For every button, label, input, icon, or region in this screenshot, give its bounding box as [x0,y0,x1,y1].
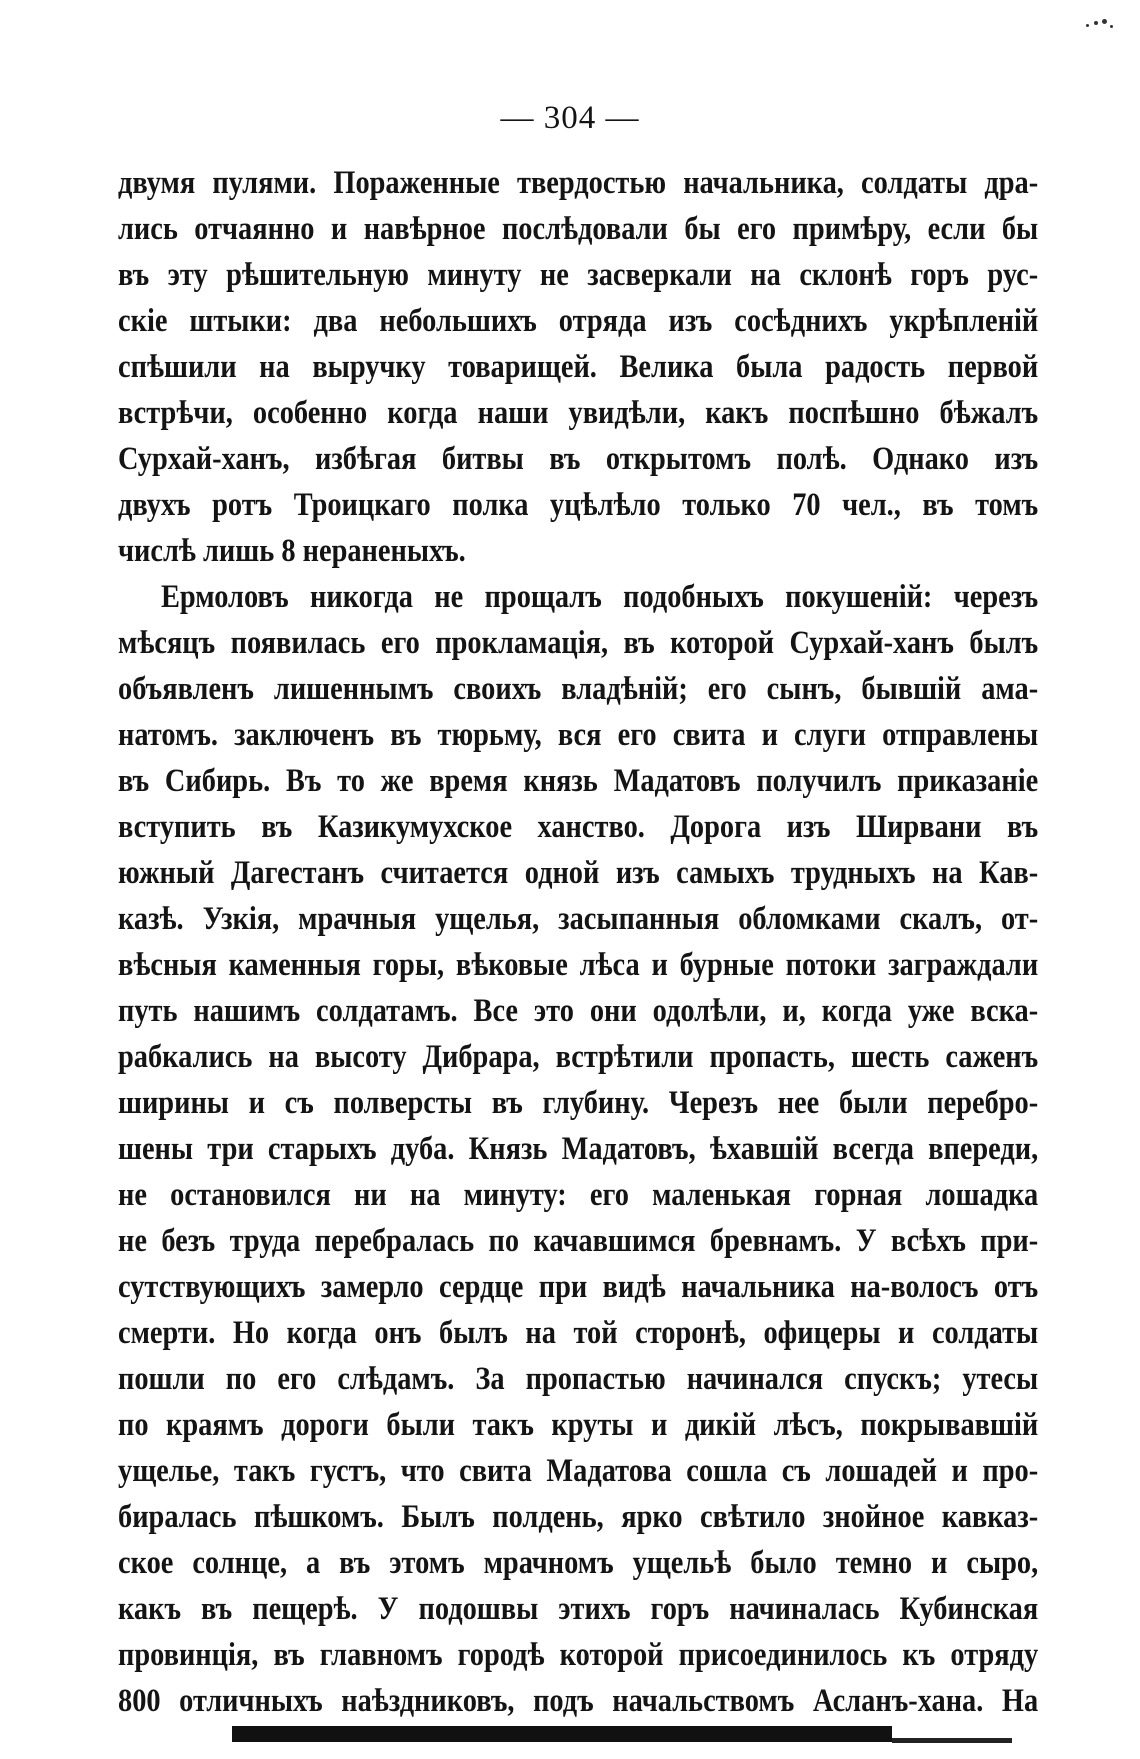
text-line: встрѣчи, особенно когда наши увидѣли, какъ поспѣшно бѣжалъ [118,395,1039,431]
text-line: ущелье, такъ густъ, что свита Мадатова сошла съ лошадей и про- [118,1453,1039,1489]
text-line: рабкались на высоту Дибрара, встрѣтили пропасть, шесть саженъ [118,1039,1039,1075]
text-line: въ эту рѣшительную минуту не засверкали на склонѣ горъ рус- [118,257,1039,293]
paragraph-2 [118,574,1038,1724]
text-line: казѣ. Узкія, мрачныя ущелья, засыпанныя обломками скалъ, от- [118,901,1039,937]
text-line: числѣ лишь 8 нераненыхъ. [118,533,466,569]
text-line: по краямъ дороги были такъ круты и дикій лѣсъ, покрывавшій [118,1407,1039,1443]
text-line: сутствующихъ замерло сердце при видѣ начальника на-волосъ отъ [118,1269,1039,1305]
text-line: скіе штыки: два небольшихъ отряда изъ сосѣднихъ укрѣпленій [118,303,1039,339]
text-line: натомъ. заключенъ въ тюрьму, вся его свита и слуги отправлены [118,717,1039,753]
text-line: мѣсяцъ появилась его прокламація, въ которой Сурхай-ханъ былъ [118,625,1039,661]
text-line: не безъ труда перебралась по качавшимся бревнамъ. У всѣхъ при- [118,1223,1039,1259]
text-line: Сурхай-ханъ, избѣгая битвы въ открытомъ полѣ. Однако изъ [118,441,1039,477]
text-line: лись отчаянно и навѣрное послѣдовали бы его примѣру, если бы [118,211,1039,247]
paragraph-1 [118,160,1038,574]
bottom-scan-edge [232,1726,892,1742]
text-line: Ермоловъ никогда не прощалъ подобныхъ покушеній: черезъ [161,579,1039,615]
text-line: шены три старыхъ дуба. Князь Мадатовъ, ѣхавшій всегда впереди, [118,1131,1039,1167]
text-line: вѣсныя каменныя горы, вѣковые лѣса и бурные потоки заграждали [118,947,1039,983]
text-line: пошли по его слѣдамъ. За пропастью начинался спускъ; утесы [118,1361,1039,1397]
text-line: провинція, въ главномъ городѣ которой присоединилось къ отряду [118,1637,1039,1673]
text-line: южный Дагестанъ считается одной изъ самыхъ трудныхъ на Кав- [118,855,1039,891]
text-line: двумя пулями. Пораженные твердостью начальника, солдаты дра- [118,165,1039,201]
text-line: какъ въ пещерѣ. У подошвы этихъ горъ начиналась Кубинская [118,1591,1039,1627]
bottom-scan-edge-thin [892,1738,1012,1743]
text-line: объявленъ лишеннымъ своихъ владѣній; его сынъ, бывшій ама- [118,671,1039,707]
text-line: вступить въ Казикумухское ханство. Дорога изъ Ширвани въ [118,809,1039,845]
text-line: не остановился ни на минуту: его маленькая горная лошадка [118,1177,1039,1213]
text-line: ширины и съ полверсты въ глубину. Черезъ нее были перебро- [118,1085,1039,1121]
body-text [118,160,1038,1724]
text-line: двухъ ротъ Троицкаго полка уцѣлѣло только 70 чел., въ томъ [118,487,1039,523]
text-line: смерти. Но когда онъ былъ на той сторонѣ, офицеры и солдаты [118,1315,1039,1351]
text-line: ское солнце, а въ этомъ мрачномъ ущельѣ было темно и сыро, [118,1545,1039,1581]
text-line: биралась пѣшкомъ. Былъ полдень, ярко свѣтило знойное кавказ- [118,1499,1039,1535]
corner-ink-mark [1082,16,1122,36]
text-line: 800 отличныхъ наѣздниковъ, подъ начальствомъ Асланъ-хана. На [118,1683,1039,1719]
text-line: въ Сибирь. Въ то же время князь Мадатовъ получилъ приказаніе [118,763,1039,799]
page-number: — 304 — [500,100,640,136]
text-line: спѣшили на выручку товарищей. Велика была радость первой [118,349,1039,385]
text-line: путь нашимъ солдатамъ. Все это они одолѣли, и, когда уже вска- [118,993,1039,1029]
